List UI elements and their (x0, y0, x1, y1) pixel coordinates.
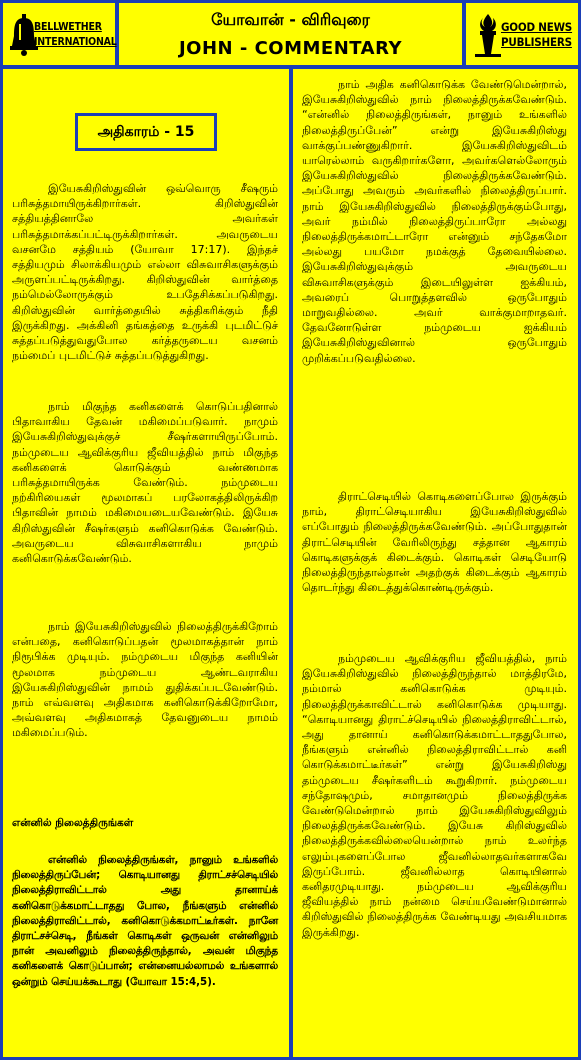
title-tamil: யோவான் - விரிவுரை (211, 10, 370, 29)
left-paragraph-3-block (12, 619, 278, 741)
left-paragraph: நாம் மிகுந்த கனிகளைக் கொடுப்பதினால் பிதாவாகிய தேவன் மகிமைப்படுவார். நாமும் இயேசுகிறிஸ்துவுக்குச் சீஷர்களாயிருப்போம். நம்முடைய ஆவிக்குரிய ஜீவியத்தில் நாம் மிகுந்த கனிகளைக் கொடுக்கும் வண்ணமாக பரிசுத்தமாயிருக்க வேண்டும். நம்முடைய நற்கிரியைகள் மூலமாகப் பரலோகத்திலிருக்கிற பிதாவின் நாமம் மகிமையடையவேண்டும். இயேசு கிறிஸ்துவின் சீஷர்களும் கனிகொடுக்க வேண்டும். அவருடைய விசுவாசிகளாகிய நாமும் கனிகொடுக்கவேண்டும். (12, 400, 278, 566)
bell-icon (9, 12, 39, 58)
left-logo-line1: BELLWETHER (34, 21, 102, 33)
left-column (3, 69, 289, 1057)
subheading-block (12, 817, 278, 830)
right-column (293, 69, 578, 1057)
header-title-panel (119, 3, 462, 65)
header-right-panel (466, 3, 578, 65)
left-paragraph: இயேசுகிறிஸ்துவின் ஒவ்வொரு சீஷரும் பரிசுத்தமாயிருக்கிறார்கள். கிறிஸ்துவின் சத்தியத்தினாலே அவர்கள் பரிசுத்தமாக்கப்பட்டிருக்கிறார்கள். அவருடைய வசனமே சத்தியம் (யோவா 17:17). இந்தச் சத்தியமும் சிலாக்கியமும் எல்லா விசுவாசிகளுக்கும் அருளப்பட்டிருக்கிறது. கிறிஸ்துவின் வார்த்தை நம்மெல்லோருக்கும் உபதேசிக்கப்படுகிறது. கிறிஸ்துவின் வார்த்தையில் சுத்திகரிக்கும் நீதி இருக்கிறது. அக்கினி தங்கத்தை உருக்கி புடமிட்டுச் சுத்தப்படுத்துவதுபோல கர்த்தருடைய வசனம் நம்மைப் புடமிட்டுச் சுத்தப்படுத்துகிறது. (12, 182, 278, 363)
left-paragraph-1-block (12, 181, 278, 363)
header-left-panel (3, 3, 115, 65)
section-subheading: என்னில் நிலைத்திருங்கள் (12, 817, 134, 829)
right-paragraph-3-block (302, 651, 567, 940)
title-english: JOHN - COMMENTARY (178, 38, 403, 59)
right-paragraph: திராட்செடியில் கொடிகளைப்போல இருக்கும் நாம், திராட்செடியாகிய இயேசுகிறிஸ்துவில் எப்போதும் நிலைத்திருக்கவேண்டும். அப்போதுதான் திராட்செடியின் வேரிலிருந்து சத்தான ஆகாரம் கொடிகளுக்குக் கிடைக்கும். கொடிகள் செடியோடு நிலைத்திருந்தால்தான் அதற்குக் கிடைக்கும் ஆகாரம் தொடர்ந்து கிடைத்துக்கொண்டிருக்கும். (302, 490, 567, 595)
torch-icon (473, 12, 503, 58)
right-paragraph: நாம் அதிக கனிகொடுக்க வேண்டுமென்றால், இயேசுகிறிஸ்துவில் நாம் நிலைத்திருக்கவேண்டும். “என்னில் நிலைத்திருங்கள், நானும் உங்களில் நிலைத்திருப்பேன்” என்று இயேசுகிறிஸ்து வாக்குப்பண்ணுகிறார். இயேசுகிறிஸ்துவிடம் யாரெல்லாம் வருகிறார்களோ, அவர்களெல்லோரும் இயேசுகிறிஸ்துவில் நிலைத்திருக்கவேண்டும். அப்போது அவரும் அவர்களில் நிலைத்திருப்பார். நாம் இயேசுகிறிஸ்துவில் நிலைத்திருக்கும்போது, அவர் நம்மில் நிலைத்திருப்பாரோ அல்லது நிலைத்திருக்கமாட்டாரோ என்னும் சந்தேகமோ அல்லது பயமோ நமக்குத் தேவையில்லை. இயேசுகிறிஸ்துவுக்கும் அவருடைய விசுவாசிகளுக்கும் இடையிலுள்ள ஐக்கியம், அவரைப் பொறுத்தளவில் ஒருபோதும் மாறுவதில்லை. அவர் வாக்குமாறாதவர். தேவனோடுள்ள நம்முடைய ஐக்கியம் இயேசுகிறிஸ்துவினால் ஒருபோதும் முறிக்கப்படுவதில்லை. (302, 78, 567, 365)
verse-block (12, 853, 278, 990)
right-paragraph: நம்முடைய ஆவிக்குரிய ஜீவியத்தில், நாம் இயேசுகிறிஸ்துவில் நிலைத்திருந்தால் மாத்திரமே, நம்மால் கனிகொடுக்க முடியும். நிலைத்திருக்காவிட்டால் கனிகொடுக்க முடியாது. “கொடியானது திராட்ச்செடியில் நிலைத்திராவிட்டால், அது தானாய் கனிகொடுக்கமாட்டாததுபோல, நீங்களும் என்னில் நிலைத்திராவிட்டால் கனி கொடுக்கமாட்டீர்கள்” என்று இயேசுகிறிஸ்து தம்முடைய சீஷர்களிடம் கூறுகிறார். நம்முடைய சந்தோஷமும், சமாதானமும் நிலைத்திருக்க வேண்டுமென்றால் நாம் இயேசுகிறிஸ்துவிலும் நிலைத்திருக்கவேண்டும். இயேசு கிறிஸ்துவில் நிலைத்திருக்கவில்லையென்றால் நாம் உலர்ந்த எலும்புகளைப்போல ஜீவனில்லாதவர்களாகவே இருப்போம். ஜீவனில்லாத கொடியினால் கனிதரமுடியாது. நம்முடைய ஆவிக்குரிய ஜீவியத்தில் நாம் நன்மை செய்யவேண்டுமானால் கிறிஸ்துவில் நிலைத்திருக்க வேண்டியது அவசியமாக இருக்கிறது. (302, 652, 567, 939)
right-paragraph-2-block (302, 489, 567, 595)
left-paragraph-2-block (12, 399, 278, 566)
chapter-heading: அதிகாரம் - 15 (75, 113, 217, 151)
right-logo-line2: PUBLISHERS (501, 35, 572, 49)
right-logo-line1: GOOD NEWS (501, 20, 573, 34)
left-paragraph: நாம் இயேசுகிறிஸ்துவில் நிலைத்திருக்கிறோம் என்பதை, கனிகொடுப்பதன் மூலமாகத்தான் நாம் நிரூபிக்க முடியும். நம்முடைய மிகுந்த கனியின் மூலமாக நம்முடைய ஆண்டவராகிய இயேசுகிறிஸ்துவின் நாமம் துதிக்கப்படவேண்டும். நாம் எவ்வளவு அதிகமாக கனிகொடுக்கிறோமோ, அவ்வளவு அதிகமாகத் தேவனுடைய நாமம் மகிமைப்படும். (12, 620, 278, 740)
left-logo-line2: INTERNATIONAL (34, 36, 117, 48)
right-paragraph-1-block (302, 77, 567, 366)
scripture-verse: என்னில் நிலைத்திருங்கள், நானும் உங்களில் நிலைத்திருப்பேன்; கொடியானது திராட்சச்செடியில் நிலைத்திராவிட்டால் அது தானாய்க் கனிகொடுக்கமாட்டாதது போல, நீங்களும் என்னில் நிலைத்திராவிட்டால், கனிகொடுக்கமாட்டீர்கள். நானே திராட்சச்செடி, நீங்கள் கொடிகள் ஒருவன் என்னிலும் நான் அவனிலும் நிலைத்திருந்தால், அவன் மிகுந்த கனிகளைக் கொடுப்பான்; என்னையல்லாமல் உங்களால் ஒன்றும் செய்யக்கூடாது (யோவா 15:4,5). (12, 854, 278, 988)
